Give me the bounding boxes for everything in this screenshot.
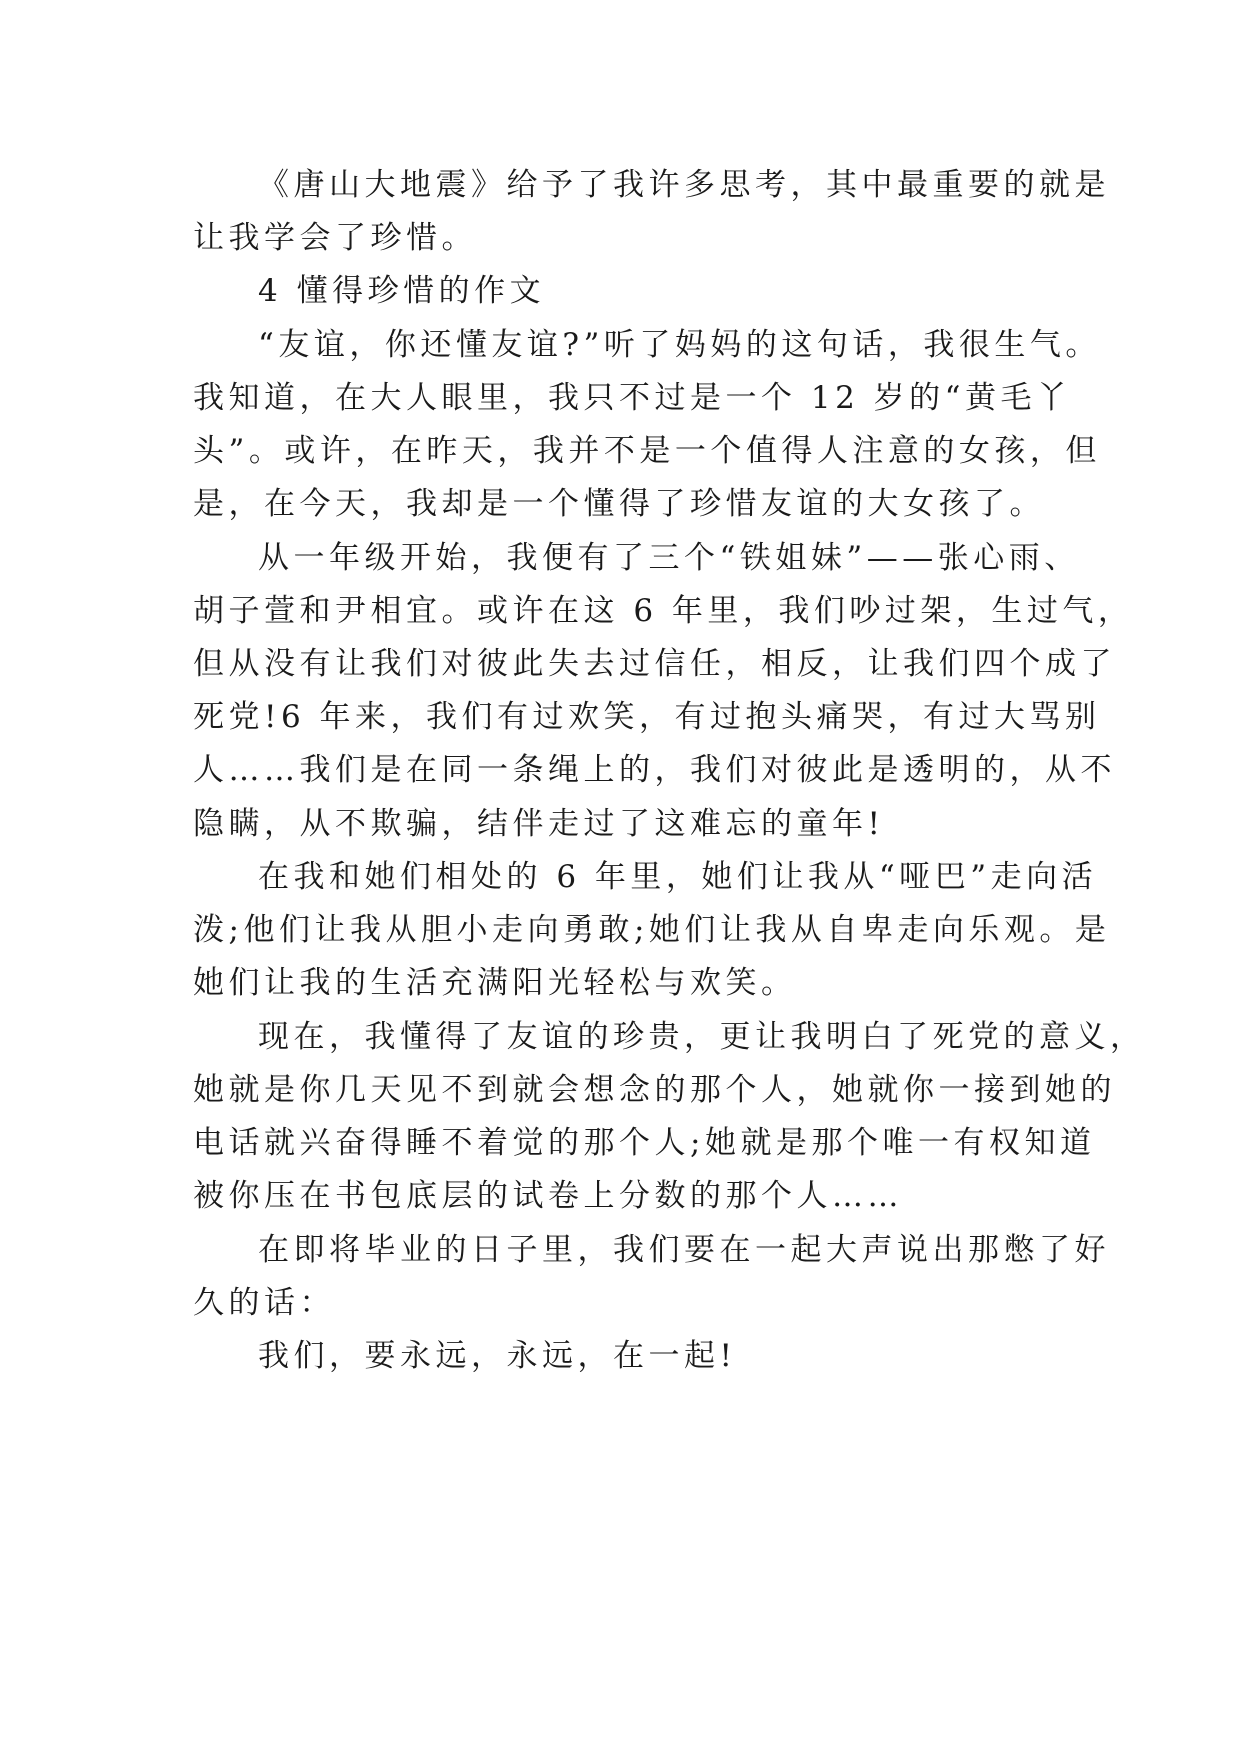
text-line-7: 是，在今天，我却是一个懂得了珍惜友谊的大女孩了。	[193, 486, 1045, 522]
text-line-6: 头”。或许，在昨天，我并不是一个值得人注意的女孩，但	[193, 433, 1101, 469]
text-line-5: 我知道，在大人眼里，我只不过是一个 12 岁的“黄毛丫	[193, 380, 1072, 416]
text-line-20: 被你压在书包底层的试卷上分数的那个人……	[193, 1178, 903, 1214]
text-line-19: 电话就兴奋得睡不着觉的那个人;她就是那个唯一有权知道	[193, 1125, 1096, 1161]
text-line-21: 在即将毕业的日子里，我们要在一起大声说出那憋了好	[258, 1232, 1110, 1268]
text-line-22: 久的话：	[193, 1285, 335, 1321]
text-line-12: 人……我们是在同一条绳上的，我们对彼此是透明的，从不	[193, 752, 1116, 788]
text-line-4: “友谊，你还懂友谊?”听了妈妈的这句话，我很生气。	[258, 327, 1101, 363]
text-line-2: 让我学会了珍惜。	[193, 220, 477, 256]
text-line-13: 隐瞒，从不欺骗，结伴走过了这难忘的童年!	[193, 806, 885, 842]
text-line-15: 泼;他们让我从胆小走向勇敢;她们让我从自卑走向乐观。是	[193, 912, 1111, 948]
text-line-10: 但从没有让我们对彼此失去过信任，相反，让我们四个成了	[193, 646, 1116, 682]
text-line-23: 我们，要永远，永远，在一起!	[258, 1338, 737, 1374]
text-line-11: 死党!6 年来，我们有过欢笑，有过抱头痛哭，有过大骂别	[193, 699, 1101, 735]
text-line-16: 她们让我的生活充满阳光轻松与欢笑。	[193, 965, 797, 1001]
text-line-18: 她就是你几天见不到就会想念的那个人，她就你一接到她的	[193, 1072, 1116, 1108]
text-line-8: 从一年级开始，我便有了三个“铁姐妹”——张心雨、	[258, 540, 1080, 576]
section-heading: 4 懂得珍惜的作文	[258, 273, 546, 309]
text-line-9: 胡子萱和尹相宜。或许在这 6 年里，我们吵过架，生过气，	[193, 593, 1134, 629]
text-line-14: 在我和她们相处的 6 年里，她们让我从“哑巴”走向活	[258, 859, 1098, 895]
text-line-1: 《唐山大地震》给予了我许多思考，其中最重要的就是	[258, 167, 1110, 203]
text-line-17: 现在，我懂得了友谊的珍贵，更让我明白了死党的意义，	[258, 1019, 1146, 1055]
